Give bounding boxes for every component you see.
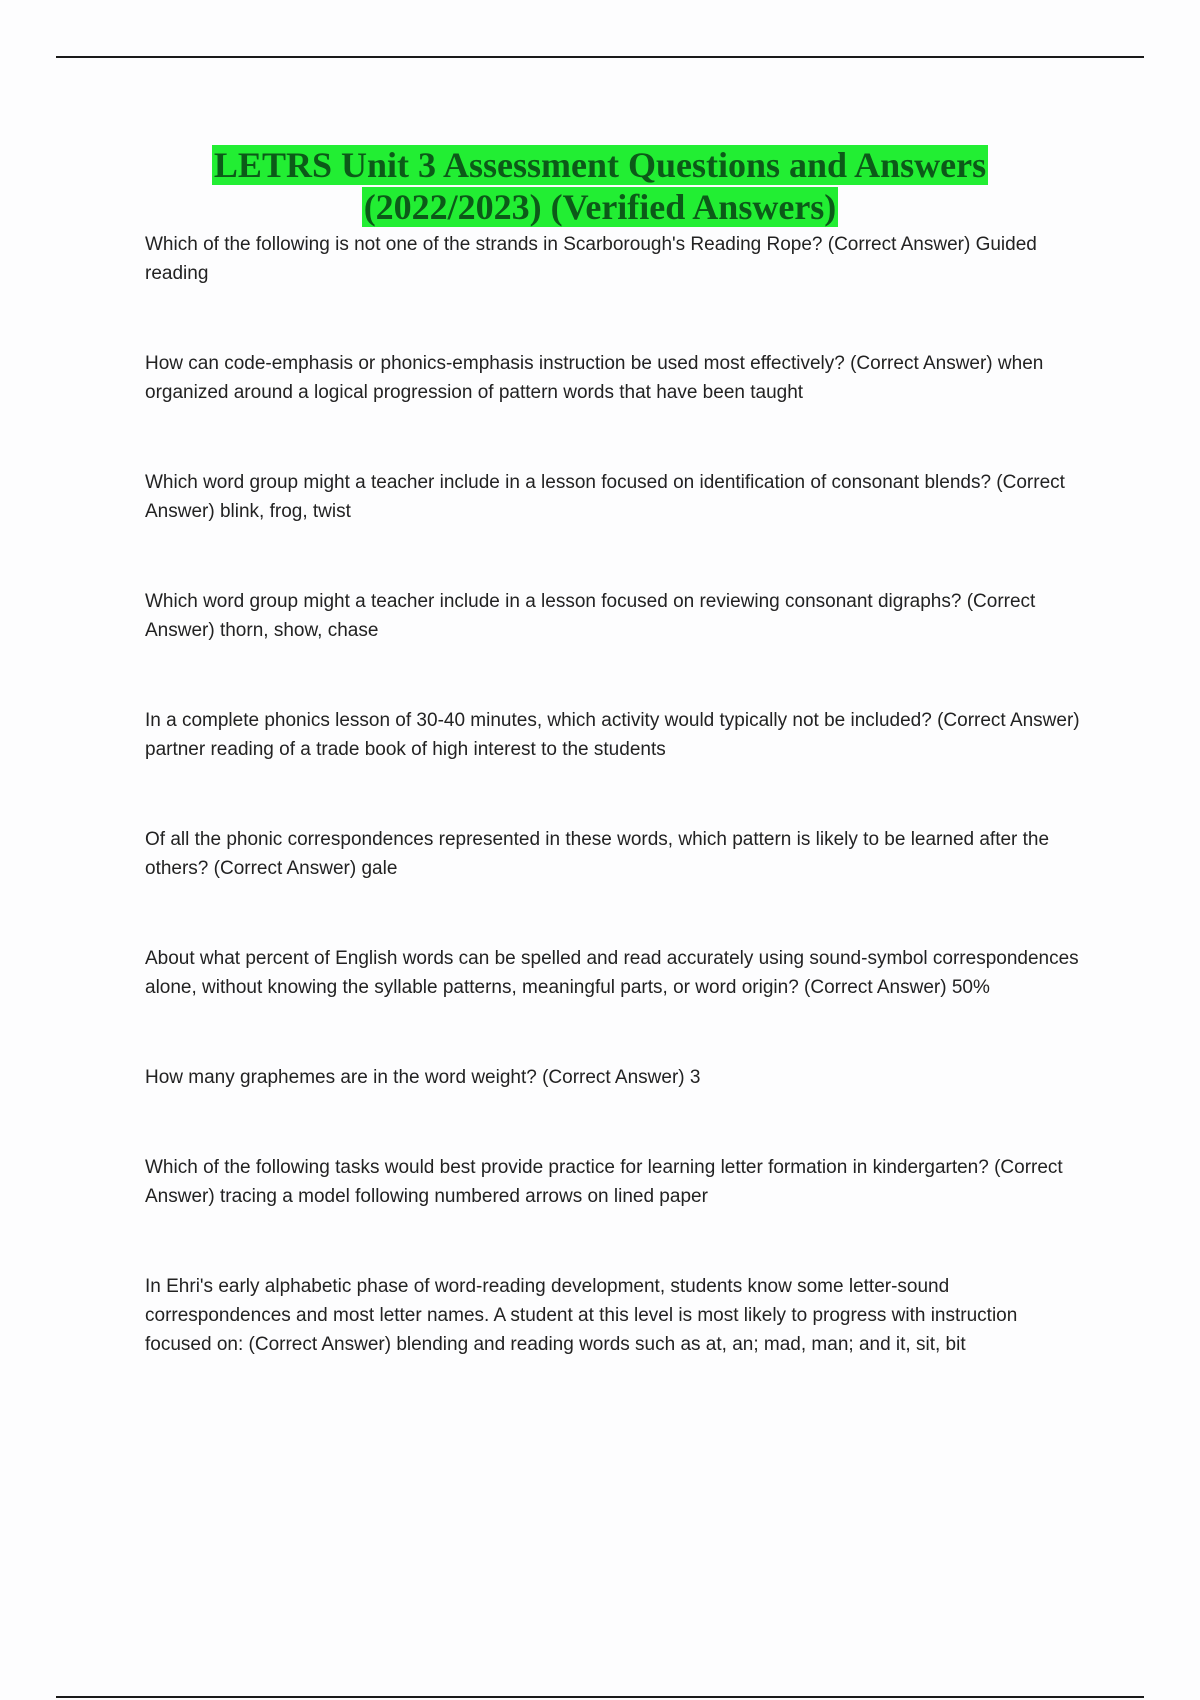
qa-item: Which of the following tasks would best provide practice for learning letter formation in kindergarten? (Correct Answer) tracing a model following numbered arrows on lined paper [145, 1157, 1063, 1207]
qa-item: Which word group might a teacher include in a lesson focused on identification of consonant blends? (Correct Answer) blink, frog, twist [145, 472, 1065, 522]
document-title [212, 145, 988, 227]
qa-list [145, 230, 1087, 1420]
qa-item: In a complete phonics lesson of 30-40 minutes, which activity would typically not be included? (Correct Answer) partner reading of a trade book of high interest to the students [145, 710, 1080, 760]
bottom-rule [56, 1696, 1144, 1698]
top-rule [56, 56, 1144, 58]
title-block [100, 144, 1100, 228]
title-line-1: LETRS Unit 3 Assessment Questions and Answers [213, 145, 987, 185]
qa-item: Which of the following is not one of the strands in Scarborough's Reading Rope? (Correct Answer) Guided reading [145, 234, 1037, 284]
qa-item: How many graphemes are in the word weight? (Correct Answer) 3 [145, 1067, 701, 1088]
qa-item: Which word group might a teacher include in a lesson focused on reviewing consonant digraphs? (Correct Answer) thorn, show, chase [145, 591, 1036, 641]
qa-item: About what percent of English words can be spelled and read accurately using sound-symbol correspondences alone, without knowing the syllable patterns, meaningful parts, or word origin? (Correct Answer) 50% [145, 948, 1079, 998]
qa-item: How can code-emphasis or phonics-emphasis instruction be used most effectively? (Correct Answer) when organized around a logical progression of pattern words that have been taught [145, 353, 1044, 403]
title-line-2: (2022/2023) (Verified Answers) [363, 187, 837, 227]
qa-item: Of all the phonic correspondences represented in these words, which pattern is likely to be learned after the others? (Correct Answer) gale [145, 829, 1050, 879]
qa-item: In Ehri's early alphabetic phase of word-reading development, students know some letter-sound correspondences and most letter names. A student at this level is most likely to progress with instruction focused on: (Correct Answer) blending and reading words such as at, an; mad, man; and it, sit, bit [145, 1276, 1018, 1355]
